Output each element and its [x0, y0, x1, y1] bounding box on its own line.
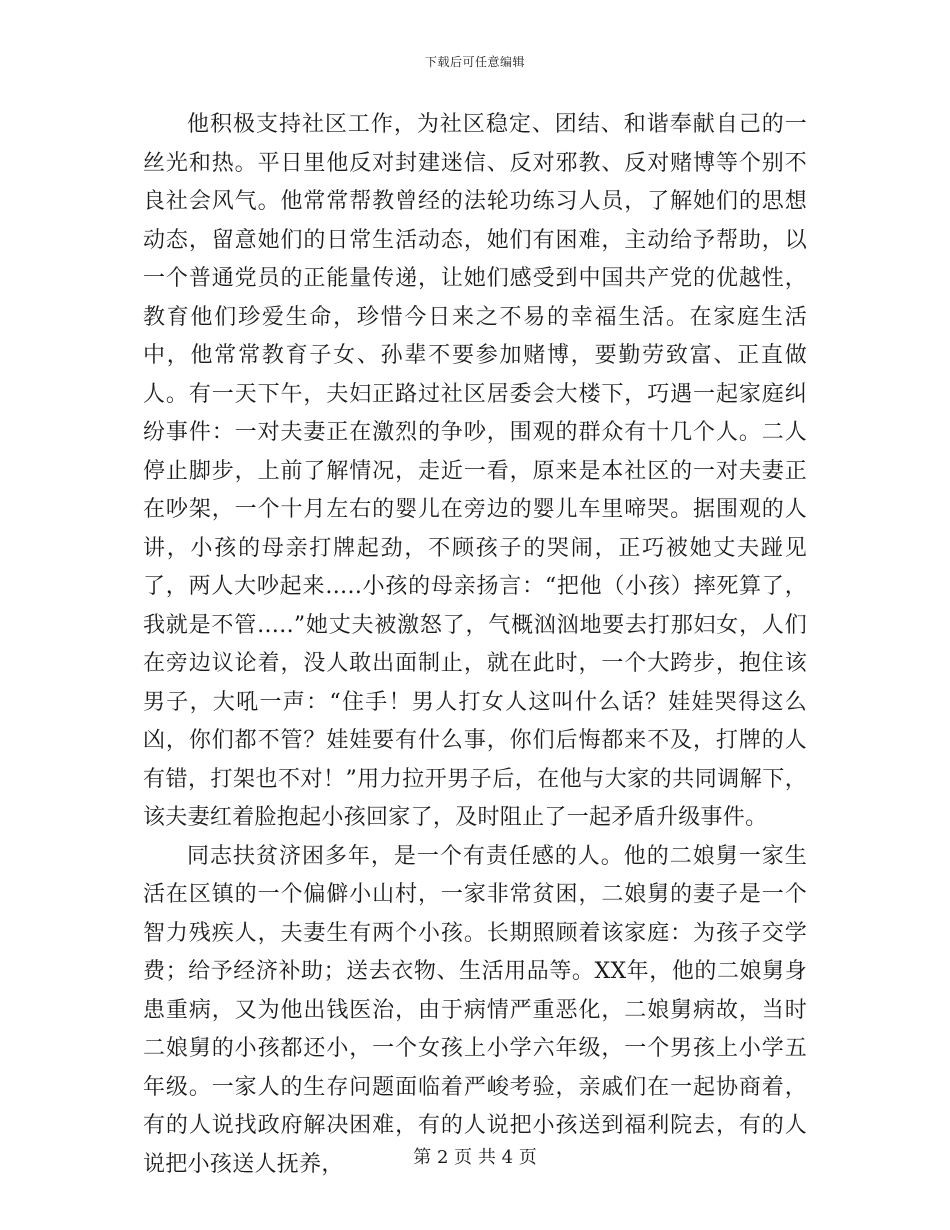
- paragraph-2: 同志扶贫济困多年，是一个有责任感的人。他的二娘舅一家生活在区镇的一个偏僻小山村，一家非常贫困，二娘舅的妻子是一个智力残疾人，夫妻生有两个小孩。长期照顾着该家庭：为孩子交学费；给予经济补助；送去衣物、生活用品等。XX年，他的二娘舅身患重病，又为他出钱医治，由于病情严重恶化，二娘舅病故，当时二娘舅的小孩都还小，一个女孩上小学六年级，一个男孩上小学五年级。一家人的生存问题面临着严峻考验，亲戚们在一起协商着，有的人说找政府解决困难，有的人说把小孩送到福利院去，有的人说把小孩送人抚养，: [143, 843, 807, 1177]
- document-body: [143, 106, 807, 1184]
- paragraph-1: 他积极支持社区工作，为社区稳定、团结、和谐奉献自己的一丝光和热。平日里他反对封建迷信、反对邪教、反对赌博等个别不良社会风气。他常常帮教曾经的法轮功练习人员，了解她们的思想动态，留意她们的日常生活动态，她们有困难，主动给予帮助，以一个普通党员的正能量传递，让她们感受到中国共产党的优越性，教育他们珍爱生命，珍惜今日来之不易的幸福生活。在家庭生活中，他常常教育子女、孙辈不要参加赌博，要勤劳致富、正直做人。有一天下午，夫妇正路过社区居委会大楼下，巧遇一起家庭纠纷事件：一对夫妻正在激烈的争吵，围观的群众有十几个人。二人停止脚步，上前了解情况，走近一看，原来是本社区的一对夫妻正在吵架，一个十月左右的婴儿在旁边的婴儿车里啼哭。据围观的人讲，小孩的母亲打牌起劲，不顾孩子的哭闹，正巧被她丈夫踫见了，两人大吵起来…..小孩的母亲扬言：“把他（小孩）摔死算了，我就是不管…..”她丈夫被激怒了，气概汹汹地要去打那妇女，人们在旁边议论着，没人敢出面制止，就在此时，一个大跨步，抱住该男子，大吼一声：“住手！男人打女人这叫什么话？娃娃哭得这么凶，你们都不管？娃娃要有什么事，你们后悔都来不及，打牌的人有错，打架也不对！”用力拉开男子后，在他与大家的共同调解下，该夫妻红着脸抱起小孩回家了，及时阻止了一起矛盾升级事件。: [143, 112, 807, 830]
- page-header: 下载后可任意编辑: [424, 55, 525, 69]
- page-number-footer: 第 2 页 共 4 页: [413, 1147, 537, 1168]
